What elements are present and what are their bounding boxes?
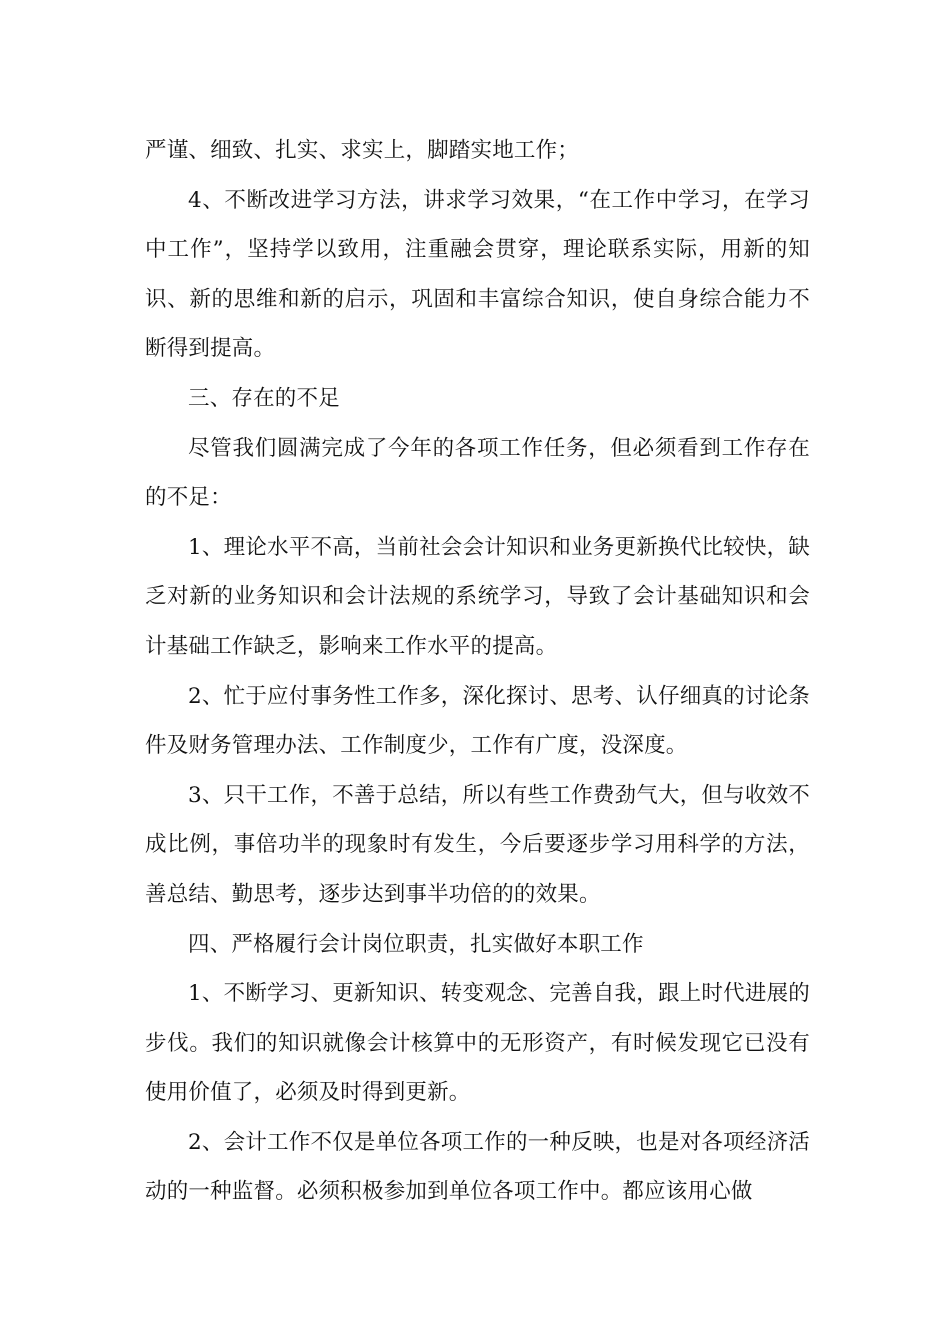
paragraph-item-4: 4、不断改进学习方法，讲求学习效果，“在工作中学习，在学习中工作”，坚持学以致用，注重融会贯穿，理论联系实际，用新的知识、新的思维和新的启示，巩固和丰富综合知识，使自身综合能力不断得到提高。 <box>145 187 810 362</box>
paragraph-shortcoming-2: 2、忙于应付事务性工作多，深化探讨、思考、认仔细真的讨论条件及财务管理办法、工作制度少，工作有广度，没深度。 <box>145 683 810 759</box>
section-heading-3: 三、存在的不足 <box>188 385 340 411</box>
paragraph-intro-shortcomings: 尽管我们圆满完成了今年的各项工作任务，但必须看到工作存在的不足： <box>145 435 810 511</box>
document-body <box>145 126 810 1217</box>
section-heading-4: 四、严格履行会计岗位职责，扎实做好本职工作 <box>188 931 644 957</box>
paragraph-duty-2: 2、会计工作不仅是单位各项工作的一种反映，也是对各项经济活动的一种监督。必须积极参加到单位各项工作中。都应该用心做 <box>145 1129 810 1205</box>
paragraph-shortcoming-1: 1、理论水平不高，当前社会会计知识和业务更新换代比较快，缺乏对新的业务知识和会计法规的系统学习，导致了会计基础知识和会计基础工作缺乏，影响来工作水平的提高。 <box>145 534 810 659</box>
paragraph-shortcoming-3: 3、只干工作，不善于总结，所以有些工作费劲气大，但与收效不成比例，事倍功半的现象时有发生，今后要逐步学习用科学的方法，善总结、勤思考，逐步达到事半功倍的的效果。 <box>145 782 810 907</box>
paragraph-continuation: 严谨、细致、扎实、求实上，脚踏实地工作； <box>145 138 580 163</box>
paragraph-duty-1: 1、不断学习、更新知识、转变观念、完善自我，跟上时代进展的步伐。我们的知识就像会计核算中的无形资产，有时候发现它已没有使用价值了，必须及时得到更新。 <box>145 981 810 1106</box>
